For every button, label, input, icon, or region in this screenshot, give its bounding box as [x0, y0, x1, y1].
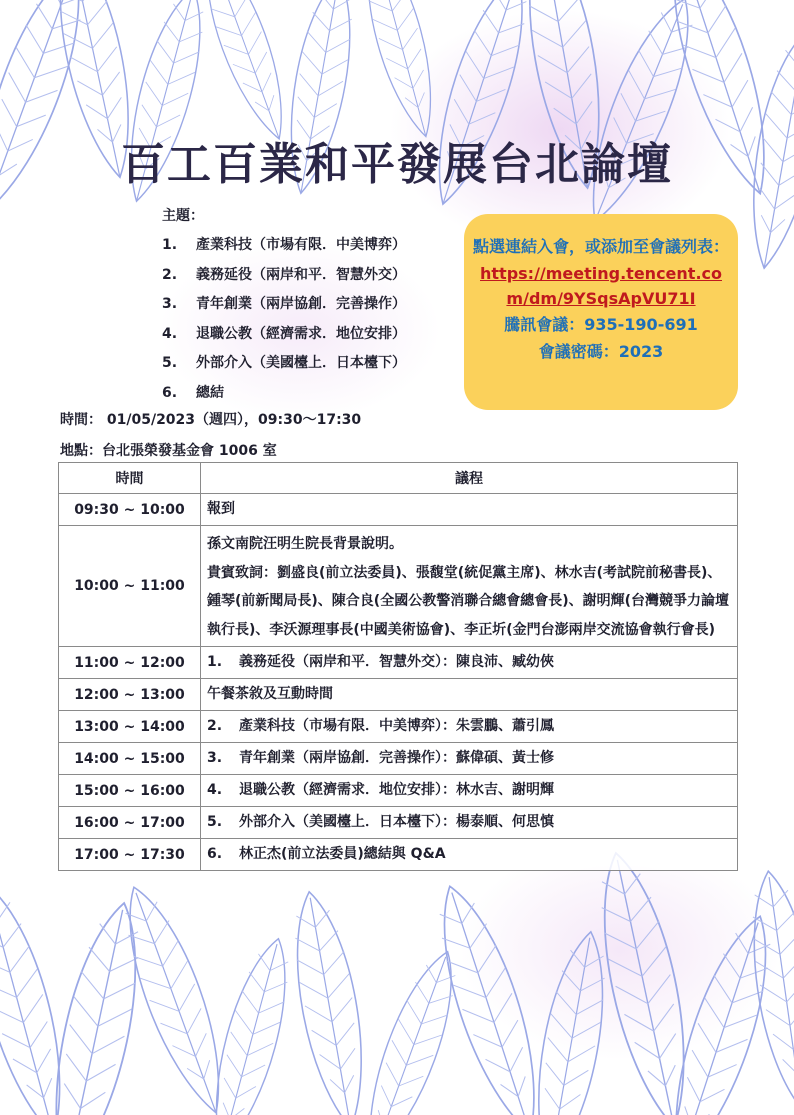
row-time: 11:00 ~ 12:00 — [59, 647, 201, 679]
meeting-info-box — [464, 214, 738, 410]
row-time: 16:00 ~ 17:00 — [59, 807, 201, 839]
table-row — [59, 743, 738, 775]
agenda-header-row — [59, 463, 738, 494]
topic-item: 3. 青年創業（兩岸協創．完善操作） — [162, 296, 406, 312]
row-time: 09:30 ~ 10:00 — [59, 494, 201, 526]
row-time: 17:00 ~ 17:30 — [59, 839, 201, 871]
event-location: 地點：台北張榮發基金會 1006 室 — [60, 443, 277, 459]
agenda-table — [58, 462, 738, 871]
row-program: 5. 外部介入（美國檯上．日本檯下）：楊泰順、何思慎 — [201, 807, 738, 839]
row-program: 孫文南院汪明生院長背景說明。 貴賓致詞：劉盛良(前立法委員)、張馥堂(統促黨主席)、林水吉(考試院前秘書長)、鍾琴(前新聞局長)、陳合良(全國公教警消聯合總會總會長)、謝明輝(台灣競爭力論壇執行長)、李沃源理事長(中國美術協會)、李正圻(金門台澎兩岸交流協會執行會長) — [201, 526, 738, 647]
header-program: 議程 — [201, 463, 738, 494]
table-row — [59, 679, 738, 711]
page-title: 百工百業和平發展台北論壇 — [121, 139, 673, 190]
row-time: 13:00 ~ 14:00 — [59, 711, 201, 743]
row-program: 3. 青年創業（兩岸協創．完善操作）：蘇偉碩、黃士修 — [201, 743, 738, 775]
row-program: 報到 — [201, 494, 738, 526]
topics-label: 主題： — [162, 208, 204, 224]
table-row — [59, 494, 738, 526]
row-program: 2. 產業科技（市場有限．中美博弈）：朱雲鵬、蕭引鳳 — [201, 711, 738, 743]
table-row — [59, 807, 738, 839]
row-program: 1. 義務延役（兩岸和平．智慧外交）：陳良沛、臧幼俠 — [201, 647, 738, 679]
table-row — [59, 839, 738, 871]
topic-list — [162, 231, 406, 408]
meeting-link[interactable]: https://meeting.tencent.com/dm/9YSqsApVU71I — [480, 264, 722, 308]
row-time: 12:00 ~ 13:00 — [59, 679, 201, 711]
meeting-id: 騰訊會議：935-190-691 — [504, 315, 698, 334]
row-program: 6. 林正杰(前立法委員)總結與 Q&A — [201, 839, 738, 871]
row-time: 10:00 ~ 11:00 — [59, 526, 201, 647]
topic-item: 1. 產業科技（市場有限．中美博弈） — [162, 237, 406, 253]
row-time: 15:00 ~ 16:00 — [59, 775, 201, 807]
topic-item: 6. 總結 — [162, 384, 224, 401]
topic-item: 2. 義務延役（兩岸和平．智慧外交） — [162, 266, 406, 283]
topic-item: 5. 外部介入（美國檯上．日本檯下） — [162, 355, 406, 371]
meeting-instruction: 點選連結入會，或添加至會議列表： — [472, 237, 729, 256]
topic-item: 4. 退職公教（經濟需求．地位安排） — [162, 325, 406, 342]
table-row — [59, 711, 738, 743]
row-program: 4. 退職公教（經濟需求．地位安排）：林水吉、謝明輝 — [201, 775, 738, 807]
event-time: 時間： 01/05/2023（週四），09:30～17:30 — [60, 412, 362, 428]
table-row — [59, 647, 738, 679]
header-time: 時間 — [59, 463, 201, 494]
meeting-password: 會議密碼：2023 — [538, 342, 664, 361]
row-time: 14:00 ~ 15:00 — [59, 743, 201, 775]
row-program: 午餐茶敘及互動時間 — [201, 679, 738, 711]
table-row — [59, 775, 738, 807]
table-row — [59, 526, 738, 647]
